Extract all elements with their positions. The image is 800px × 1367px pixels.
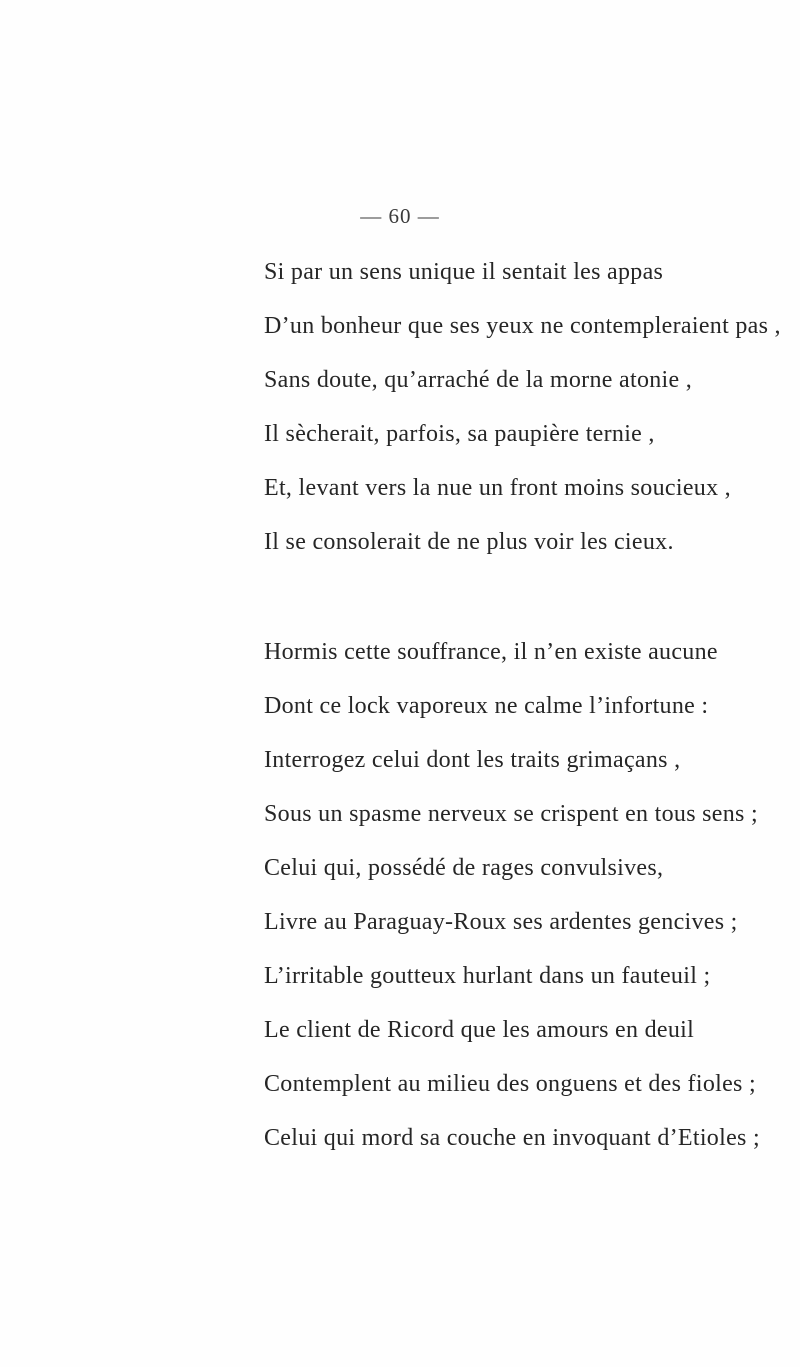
verse-line: Sans doute, qu’arraché de la morne atonie , xyxy=(264,367,693,393)
verse-line: Celui qui mord sa couche en invoquant d’Etioles ; xyxy=(264,1125,760,1151)
verse-line: Il se consolerait de ne plus voir les cieux. xyxy=(264,529,674,555)
verse-line: Le client de Ricord que les amours en deuil xyxy=(264,1017,695,1043)
verse-line: Contemplent au milieu des onguens et des fioles ; xyxy=(264,1071,756,1097)
page-number: — 60 — xyxy=(360,204,440,228)
verse-line: Sous un spasme nerveux se crispent en tous sens ; xyxy=(264,801,758,827)
verse-line: D’un bonheur que ses yeux ne contempleraient pas , xyxy=(264,313,781,339)
verse-line: Celui qui, possédé de rages convulsives, xyxy=(264,855,664,881)
stanza-1 xyxy=(264,256,781,580)
stanza-2 xyxy=(264,636,760,1176)
verse-line: Et, levant vers la nue un front moins soucieux , xyxy=(264,475,731,501)
verse-line: Si par un sens unique il sentait les appas xyxy=(264,259,664,285)
verse-line: Il sècherait, parfois, sa paupière ternie , xyxy=(264,421,655,447)
verse-line: L’irritable goutteux hurlant dans un fauteuil ; xyxy=(264,963,711,989)
verse-line: Dont ce lock vaporeux ne calme l’infortune : xyxy=(264,693,709,719)
verse-line: Livre au Paraguay-Roux ses ardentes gencives ; xyxy=(264,909,738,935)
verse-line: Hormis cette souffrance, il n’en existe aucune xyxy=(264,639,718,665)
verse-line: Interrogez celui dont les traits grimaçans , xyxy=(264,747,681,773)
